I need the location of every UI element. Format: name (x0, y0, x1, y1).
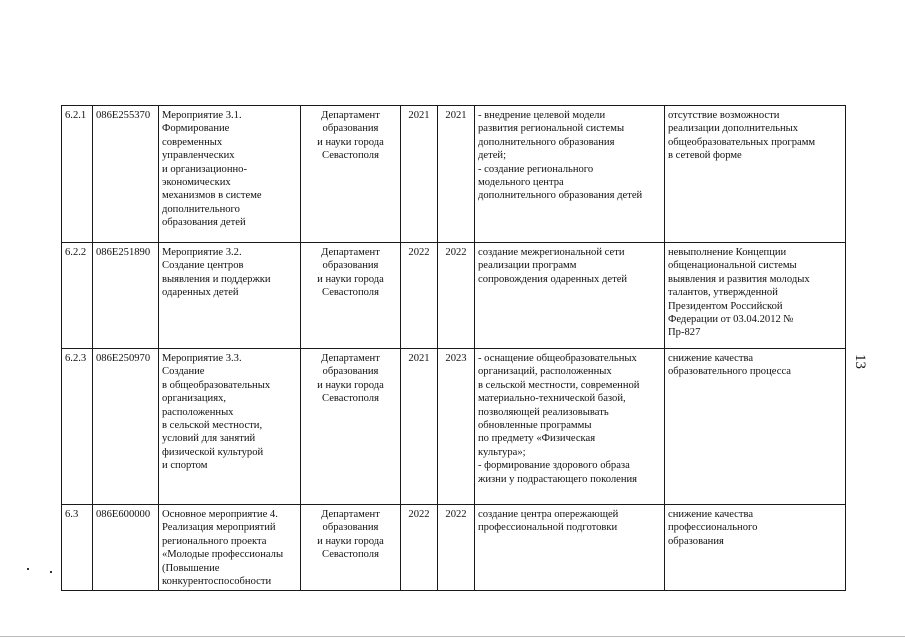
result-line: жизни у подрастающего поколения (478, 473, 638, 485)
dept-line: Севастополя (322, 393, 379, 405)
year-end-cell (438, 106, 475, 243)
dept-line: и науки города (317, 273, 384, 285)
consequence-line: в сетевой форме (668, 150, 742, 162)
consequences-cell (665, 106, 846, 243)
event-line: и спортом (162, 460, 208, 472)
dept-line: Департамент (321, 509, 380, 520)
result-line: - создание регионального (478, 163, 594, 175)
row-number: 6.3 (65, 509, 79, 520)
event-line: условий для занятий (162, 433, 256, 445)
event-line: (Повышение (162, 562, 220, 574)
consequences-cell (665, 505, 846, 591)
event-line: расположенных (162, 406, 234, 418)
result-line: - оснащение общеобразовательных (478, 353, 637, 364)
result-line: создание центра опережающей (478, 509, 619, 520)
dept-line: и науки города (317, 136, 384, 148)
table-row (62, 243, 846, 349)
consequence-line: отсутствие возможности (668, 110, 780, 121)
year-start-cell (401, 106, 438, 243)
year-end-cell (438, 349, 475, 505)
page-number: 13 (852, 354, 868, 369)
budget-code: 086E251890 (96, 247, 151, 258)
year-end: 2022 (445, 247, 467, 258)
consequence-line: Президентом Российской (668, 300, 783, 312)
year-start-cell (401, 505, 438, 591)
result-line: организаций, расположенных (478, 366, 612, 378)
consequences-cell (665, 349, 846, 505)
consequence-line: общенациональной системы (668, 260, 797, 272)
event-name-cell (159, 349, 301, 505)
dept-line: образования (322, 366, 379, 378)
consequence-line: образования (668, 535, 724, 547)
result-line: обновленные программы (478, 420, 592, 432)
result-line: дополнительного образования (478, 136, 615, 148)
consequence-line: Пр-827 (668, 327, 701, 339)
event-line: «Молодые профессионалы (162, 549, 284, 561)
result-line: модельного центра (478, 177, 564, 189)
dept-line: Департамент (321, 353, 380, 364)
scan-speck (27, 568, 29, 570)
event-line: современных (162, 136, 223, 148)
year-start: 2022 (408, 247, 430, 258)
result-line: дополнительного образования детей (478, 190, 643, 202)
result-line: - внедрение целевой модели (478, 110, 606, 121)
year-start: 2021 (408, 110, 430, 121)
budget-code: 086E250970 (96, 353, 151, 364)
event-line: организациях, (162, 393, 227, 405)
consequence-line: выявления и развития молодых (668, 273, 810, 285)
dept-line: Севастополя (322, 150, 379, 162)
result-line: развития региональной системы (478, 123, 625, 135)
dept-line: и науки города (317, 535, 384, 547)
consequence-line: профессионального (668, 522, 758, 534)
row-number: 6.2.2 (65, 247, 87, 258)
budget-code-cell (93, 349, 159, 505)
budget-code-cell (93, 243, 159, 349)
dept-line: Департамент (321, 247, 380, 258)
event-line: Мероприятие 3.3. (162, 353, 242, 364)
row-number-cell (62, 106, 93, 243)
result-line: по предмету «Физическая (478, 433, 596, 445)
consequence-line: Федерации от 03.04.2012 № (668, 314, 794, 326)
table-body (62, 106, 846, 591)
event-line: Формирование (162, 123, 230, 135)
result-line: реализации программ (478, 260, 577, 272)
year-end: 2022 (445, 509, 467, 520)
event-line: экономических (162, 177, 231, 189)
event-line: Создание (162, 366, 205, 378)
consequences-cell (665, 243, 846, 349)
event-line: регионального проекта (162, 535, 267, 547)
event-line: в сельской местности, (162, 420, 263, 432)
budget-code-cell (93, 106, 159, 243)
scan-edge (0, 636, 905, 637)
year-end-cell (438, 243, 475, 349)
responsible-department-cell (301, 505, 401, 591)
budget-code: 086E255370 (96, 110, 151, 121)
event-line: механизмов в системе (162, 190, 262, 202)
event-line: одаренных детей (162, 287, 239, 299)
result-line: профессиональной подготовки (478, 522, 618, 534)
expected-result-cell (475, 106, 665, 243)
dept-line: и науки города (317, 379, 384, 391)
event-line: Основное мероприятие 4. (162, 509, 278, 520)
dept-line: образования (322, 260, 379, 272)
result-line: в сельской местности, современной (478, 379, 640, 391)
expected-result-cell (475, 243, 665, 349)
year-start: 2022 (408, 509, 430, 520)
table-row (62, 505, 846, 591)
scan-speck (50, 571, 52, 573)
event-line: выявления и поддержки (162, 273, 271, 285)
event-name-cell (159, 505, 301, 591)
table-row (62, 106, 846, 243)
row-number-cell (62, 505, 93, 591)
result-line: сопровождения одаренных детей (478, 273, 628, 285)
result-line: позволяющей реализовывать (478, 406, 609, 418)
dept-line: Севастополя (322, 549, 379, 561)
expected-result-cell (475, 349, 665, 505)
event-line: Мероприятие 3.1. (162, 110, 242, 121)
year-start-cell (401, 349, 438, 505)
year-start: 2021 (408, 353, 430, 364)
event-line: Создание центров (162, 260, 244, 272)
year-end-cell (438, 505, 475, 591)
consequence-line: общеобразовательных программ (668, 136, 816, 148)
event-line: в общеобразовательных (162, 379, 271, 391)
responsible-department-cell (301, 106, 401, 243)
consequence-line: талантов, утвержденной (668, 287, 778, 299)
event-line: Мероприятие 3.2. (162, 247, 242, 258)
consequence-line: снижение качества (668, 509, 754, 520)
dept-line: образования (322, 522, 379, 534)
result-line: - формирование здорового образа (478, 460, 630, 472)
event-name-cell (159, 106, 301, 243)
program-measures-table (61, 105, 846, 591)
dept-line: Севастополя (322, 287, 379, 299)
row-number: 6.2.3 (65, 353, 87, 364)
event-line: управленческих (162, 150, 235, 162)
consequence-line: образовательного процесса (668, 366, 791, 378)
row-number: 6.2.1 (65, 110, 87, 121)
result-line: материально-технической базой, (478, 393, 626, 405)
dept-line: Департамент (321, 110, 380, 121)
dept-line: образования (322, 123, 379, 135)
row-number-cell (62, 349, 93, 505)
result-line: культура»; (478, 446, 526, 458)
year-end: 2023 (445, 353, 467, 364)
budget-code: 086E600000 (96, 509, 151, 520)
event-line: дополнительного (162, 203, 240, 215)
consequence-line: снижение качества (668, 353, 754, 364)
row-number-cell (62, 243, 93, 349)
result-line: создание межрегиональной сети (478, 247, 625, 258)
result-line: детей; (478, 150, 507, 162)
event-line: образования детей (162, 217, 246, 229)
event-line: конкурентоспособности (162, 576, 272, 588)
responsible-department-cell (301, 349, 401, 505)
event-line: физической культурой (162, 446, 264, 458)
consequence-line: реализации дополнительных (668, 123, 799, 135)
budget-code-cell (93, 505, 159, 591)
responsible-department-cell (301, 243, 401, 349)
event-name-cell (159, 243, 301, 349)
event-line: Реализация мероприятий (162, 522, 276, 534)
event-line: и организационно- (162, 163, 247, 175)
year-end: 2021 (445, 110, 467, 121)
consequence-line: невыполнение Концепции (668, 247, 787, 258)
table-row (62, 349, 846, 505)
year-start-cell (401, 243, 438, 349)
expected-result-cell (475, 505, 665, 591)
